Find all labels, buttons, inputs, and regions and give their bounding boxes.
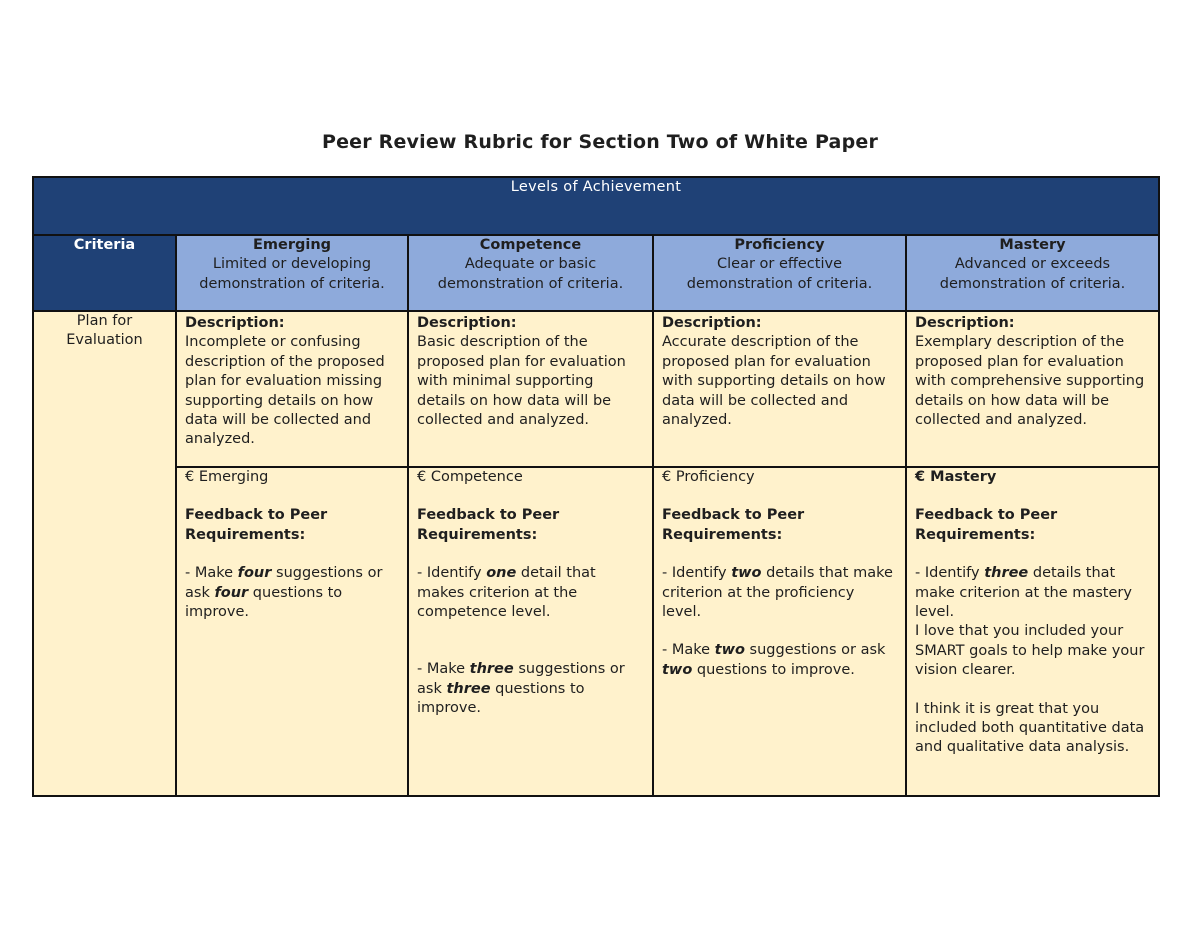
description-text: Exemplary description of the proposed plan for evaluation with comprehensive supporting details on how data will be collected and analyzed.: [915, 334, 1145, 429]
feedback-cell-competence: [408, 467, 653, 796]
level-names-row: [33, 235, 1159, 311]
feedback-label: Feedback to Peer Requirements:: [915, 507, 1058, 543]
feedback-cell-proficiency: [653, 467, 906, 796]
checkbox-mastery[interactable]: € Mastery: [915, 469, 997, 485]
level-name: Competence: [479, 237, 582, 253]
checkbox-proficiency[interactable]: € Proficiency: [662, 469, 755, 485]
description-cell-emerging: [176, 311, 408, 467]
feedback-comment: I think it is great that you included both quantitative data and qualitative data analysis.: [915, 700, 1145, 756]
requirement: - Identify three details that make criterion at the mastery level.: [915, 565, 1132, 621]
level-mastery-header: [906, 235, 1159, 311]
feedback-comment: I love that you included your SMART goals to help make your vision clearer.: [915, 623, 1145, 679]
feedback-row: [33, 467, 1159, 796]
description-label: Description:: [185, 315, 285, 331]
level-desc: Clear or effective demonstration of criteria.: [686, 256, 873, 292]
description-text: Basic description of the proposed plan for evaluation with minimal supporting details on how data will be collected and analyzed.: [417, 334, 626, 429]
level-emerging-header: [176, 235, 408, 311]
rubric-table: [32, 176, 1160, 797]
feedback-label: Feedback to Peer Requirements:: [417, 507, 560, 543]
description-text: Incomplete or confusing description of the proposed plan for evaluation missing supporting details on how data will be collected and analyzed.: [185, 334, 385, 448]
description-cell-proficiency: [653, 311, 906, 467]
checkbox-emerging[interactable]: € Emerging: [185, 469, 269, 485]
description-label: Description:: [662, 315, 762, 331]
description-cell-mastery: [906, 311, 1159, 467]
requirement: - Identify one detail that makes criterion at the competence level.: [417, 565, 596, 621]
feedback-label: Feedback to Peer Requirements:: [662, 507, 805, 543]
requirement: - Make two suggestions or ask two questions to improve.: [662, 642, 886, 678]
feedback-cell-emerging: [176, 467, 408, 796]
requirement: - Make three suggestions or ask three questions to improve.: [417, 661, 625, 717]
levels-header: Levels of Achievement: [33, 177, 1159, 235]
criteria-header: Criteria: [33, 235, 176, 311]
description-row: [33, 311, 1159, 467]
level-desc: Adequate or basic demonstration of criteria.: [437, 256, 624, 292]
level-desc: Limited or developing demonstration of criteria.: [199, 256, 385, 292]
levels-header-row: [33, 177, 1159, 235]
description-label: Description:: [417, 315, 517, 331]
description-cell-competence: [408, 311, 653, 467]
level-name: Emerging: [252, 237, 332, 253]
feedback-label: Feedback to Peer Requirements:: [185, 507, 328, 543]
description-text: Accurate description of the proposed plan for evaluation with supporting details on how data will be collected and analyzed.: [662, 334, 886, 429]
description-label: Description:: [915, 315, 1015, 331]
level-name: Proficiency: [734, 237, 825, 253]
level-competence-header: [408, 235, 653, 311]
level-proficiency-header: [653, 235, 906, 311]
level-name: Mastery: [999, 237, 1066, 253]
feedback-cell-mastery: [906, 467, 1159, 796]
level-desc: Advanced or exceeds demonstration of criteria.: [939, 256, 1126, 292]
requirement: - Identify two details that make criterion at the proficiency level.: [662, 565, 893, 621]
page-title: Peer Review Rubric for Section Two of White Paper: [321, 131, 879, 153]
criterion-plan-for-evaluation: Plan for Evaluation: [33, 311, 176, 796]
requirement: - Make four suggestions or ask four questions to improve.: [185, 565, 383, 621]
checkbox-competence[interactable]: € Competence: [417, 469, 523, 485]
